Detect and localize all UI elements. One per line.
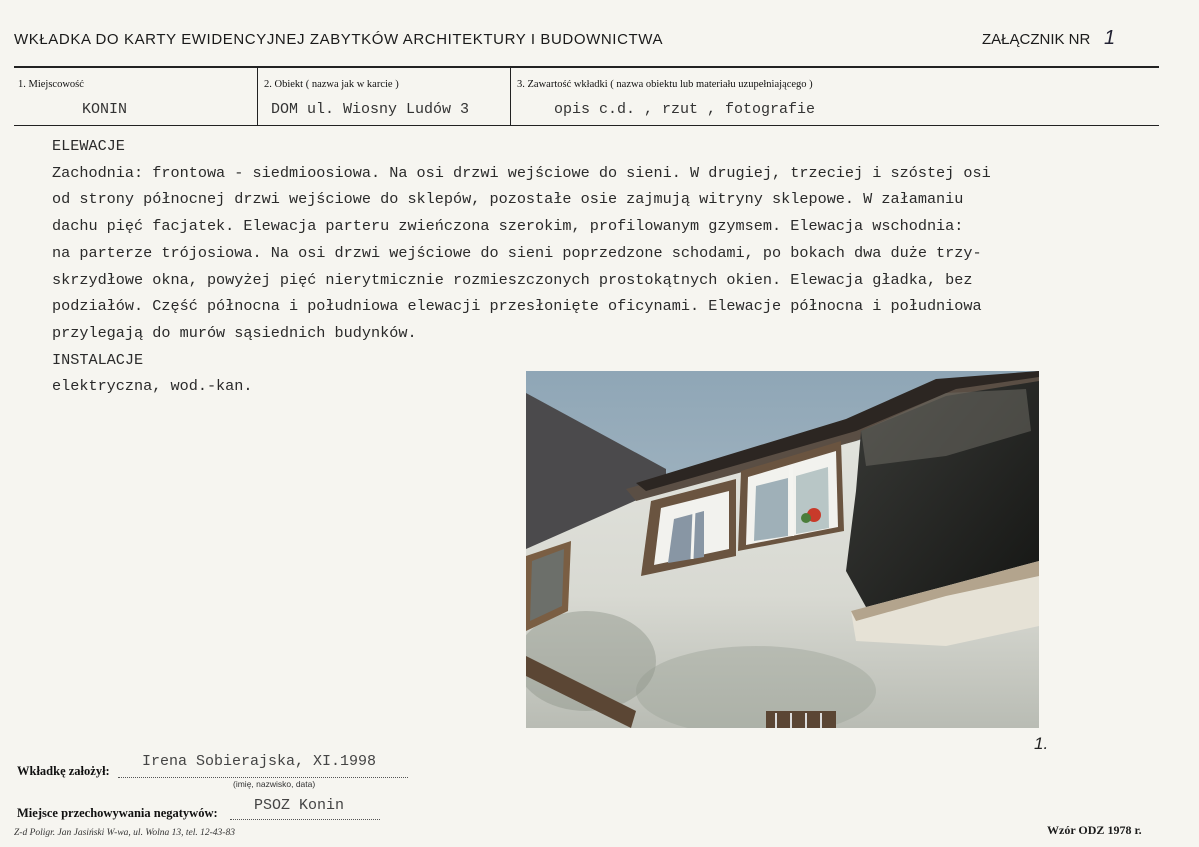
annex-number: 1 [1104,27,1116,49]
description-line: INSTALACJE [52,350,144,369]
form-model: Wzór ODZ 1978 r. [1047,823,1142,837]
field-divider-1 [257,68,258,126]
photo-number: 1. [1034,734,1049,753]
description-line: dachu pięć facjatek. Elewacja parteru zwieńczona szerokim, profilowanym gzymsem. Elewacja wschodnia: [52,217,964,236]
description-text [52,133,1152,400]
field-label-content: 3. Zawartość wkładki ( nazwa obiektu lub materiału uzupełniającego ) [517,79,813,90]
description-line: podziałów. Część północna i południowa elewacji przesłonięte oficynami. Elewacje północna i południowa [52,297,982,316]
storage-label: Miejsce przechowywania negatywów: [17,806,218,820]
storage-line [230,818,380,820]
description-line: elektryczna, wod.-kan. [52,377,253,396]
field-divider-2 [510,68,511,126]
created-by-note: (imię, nazwisko, data) [233,779,316,789]
created-by-value: Irena Sobierajska, XI.1998 [142,753,377,770]
description-line: ELEWACJE [52,137,125,155]
printer-imprint: Z-d Poligr. Jan Jasiński W-wa, ul. Wolna 13, tel. 12-43-83 [14,828,235,838]
form-title: WKŁADKA DO KARTY EWIDENCYJNEJ ZABYTKÓW ARCHITEKTURY I BUDOWNICTWA [14,31,664,48]
field-value-content: opis c.d. , rzut , fotografie [554,101,816,118]
fields-bottom-rule [14,125,1159,126]
created-by-label: Wkładkę założył: [17,764,110,778]
field-value-locality: KONIN [82,101,128,118]
building-photo-image [526,371,1039,728]
field-label-locality: 1. Miejscowość [18,79,84,90]
field-label-object: 2. Obiekt ( nazwa jak w karcie ) [264,79,399,90]
field-value-object: DOM ul. Wiosny Ludów 3 [271,101,470,118]
description-line: na parterze trójosiowa. Na osi drzwi wejściowe do sieni poprzedzone schodami, po bokach dwa duże trzy- [52,243,982,262]
created-by-line [118,776,408,778]
building-photo [526,371,1039,728]
description-line: od strony północnej drzwi wejściowe do sklepów, pozostałe osie zajmują witryny sklepowe. W załamaniu [52,190,964,209]
annex-label: ZAŁĄCZNIK NR [982,31,1091,48]
description-line: przylegają do murów sąsiednich budynków. [52,323,417,342]
description-line: skrzydłowe okna, powyżej pięć nierytmicznie rozmieszczonych prostokątnych okien. Elewacja gładka, bez [52,270,973,289]
header-rule [14,66,1159,68]
storage-value: PSOZ Konin [254,797,345,814]
description-line: Zachodnia: frontowa - siedmioosiowa. Na osi drzwi wejściowe do sieni. W drugiej, trzeciej i szóstej osi [52,163,991,182]
